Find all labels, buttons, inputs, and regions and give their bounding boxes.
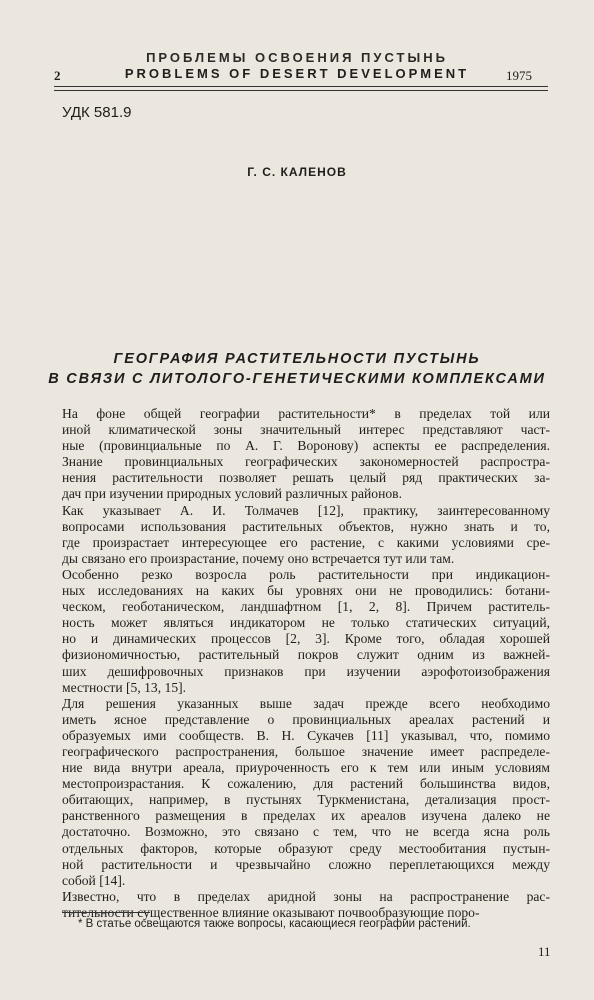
text-line: На фоне общей географии растительности* в пределах той или: [62, 406, 550, 421]
article-title-line-2: В СВЯЗИ С ЛИТОЛОГО-ГЕНЕТИЧЕСКИМИ КОМПЛЕКСАМИ: [48, 371, 546, 387]
text-line: ность может являться индикатором не только статических ситуаций,: [62, 615, 550, 631]
journal-title-ru: ПРОБЛЕМЫ ОСВОЕНИЯ ПУСТЫНЬ: [146, 50, 448, 65]
issue-number: 2: [54, 68, 61, 83]
text-line: обитающих, например, в пустынях Туркменистана, детализация прост-: [62, 792, 550, 808]
text-line: ческом, геоботаническом, ландшафтном [1, 2, 8]. Причем раститель-: [62, 599, 550, 615]
paragraph: [62, 696, 550, 889]
text-line: где произрастает интересующее его растение, с какими условиями сре-: [62, 534, 550, 550]
paragraph: [62, 406, 550, 503]
text-line: физиономичностью, растительный покров служит одним из важней-: [62, 647, 550, 663]
text-line: вопросами использования растительных объектов, нужно знать и то,: [62, 518, 550, 534]
text-line: ды связано его произрастание, почему оно встречается тут или там.: [62, 550, 455, 566]
text-line: нения растительности позволяет решать целый ряд практических за-: [62, 470, 550, 486]
text-line: географического распространения, большое значение имеет распределе-: [62, 743, 550, 759]
text-line: Знание провинциальных географических закономерностей распростра-: [62, 454, 550, 470]
article-body: [62, 406, 550, 921]
text-line: иметь ясное представление о провинциальных ареалах растений и: [62, 711, 550, 727]
text-line: ранственного размещения в пределах их ареалов изучена далеко не: [62, 808, 550, 824]
text-line: собой [14].: [62, 872, 126, 888]
running-header: [54, 66, 540, 84]
article-title-line-1: ГЕОГРАФИЯ РАСТИТЕЛЬНОСТИ ПУСТЫНЬ: [113, 351, 481, 367]
text-line: Как указывает А. И. Толмачев [12], практику, заинтересованному: [62, 502, 550, 518]
text-line: тительности существенное влияние оказывают почвообразующие поро-: [62, 904, 480, 920]
text-line: образуемых ими сообществ. В. Н. Сукачев [11] указывал, что, помимо: [62, 727, 550, 743]
text-line: дач при изучении природных условий различных районов.: [62, 486, 402, 502]
text-line: ных исследованиях на каких бы уровнях они не проводились: ботани-: [62, 583, 550, 599]
text-line: иной климатической зоны значительный интерес представляют част-: [62, 422, 550, 438]
page-folio: 11: [538, 944, 551, 959]
article-title: [0, 349, 594, 389]
header-rule-thick: [54, 86, 548, 87]
text-line: местности [5, 13, 15].: [62, 679, 187, 695]
footnote-rule: [62, 912, 150, 913]
text-line: местопроизрастания. К сожалению, для растений большинства видов,: [62, 776, 550, 792]
text-line: Для решения указанных выше задач прежде всего необходимо: [62, 695, 550, 711]
text-line: Известно, что в пределах аридной зоны на распространение рас-: [62, 888, 550, 904]
text-line: ной растительности и чрезвычайно сложно переплетающихся между: [62, 856, 550, 872]
paragraph: [62, 567, 550, 696]
article-author: Г. С. КАЛЕНОВ: [247, 165, 347, 179]
text-line: ные (провинциальные по А. Г. Воронову) аспекты ее распределения.: [62, 438, 550, 454]
paragraph: [62, 889, 550, 921]
text-line: отдельных факторов, которые образуют среду местообитания пустын-: [62, 840, 550, 856]
text-line: Особенно резко возросла роль растительности при индикацион-: [62, 566, 550, 582]
text-line: ние вида внутри ареала, приуроченность его к тем или иным условиям: [62, 760, 550, 776]
journal-title-en: PROBLEMS OF DESERT DEVELOPMENT: [124, 66, 470, 81]
header-rule-thin: [54, 90, 548, 91]
paragraph: [62, 503, 550, 567]
issue-year: 1975: [506, 68, 532, 83]
text-line: достаточно. Возможно, это связано с тем, что не всегда ясна роль: [62, 824, 550, 840]
udk-code: УДК 581.9: [62, 104, 132, 121]
text-line: но и динамических процессов [2, 3]. Кроме того, обладая хорошей: [62, 631, 550, 647]
text-line: ших дешифровочных признаков при изучении аэрофотоизображения: [62, 663, 550, 679]
footnote: * В статье освещаются также вопросы, касающиеся географии растений.: [78, 918, 471, 930]
